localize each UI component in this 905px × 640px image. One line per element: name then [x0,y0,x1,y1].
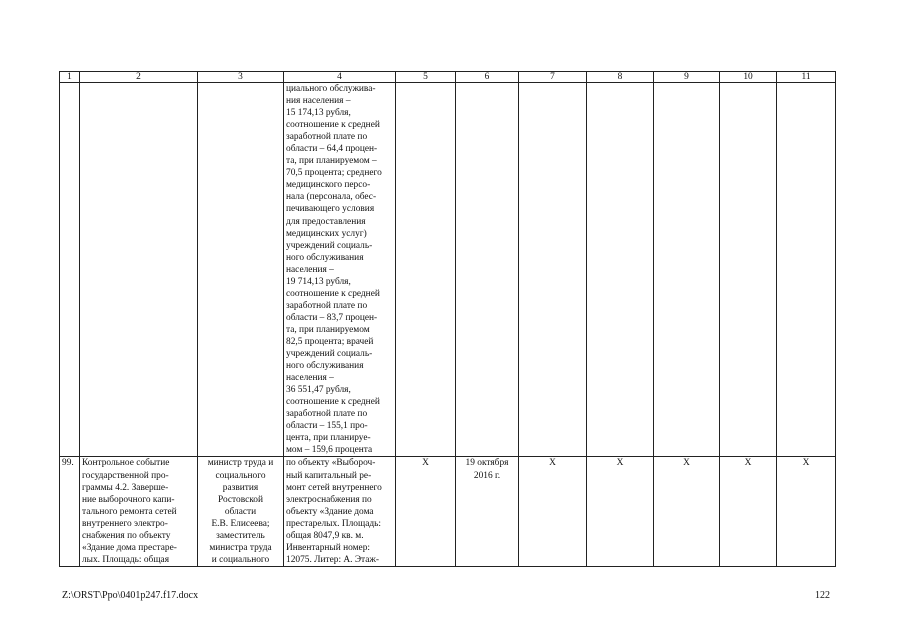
row-number-cell: 99. [60,457,80,566]
column-header: 6 [456,72,519,83]
table-cell [777,83,836,457]
table-cell [456,83,519,457]
table-cell [587,83,654,457]
table-row-99 [60,457,836,566]
table-row-continued [60,83,836,457]
footer-file-path: Z:\ORST\Ppo\0401p247.f17.docx [62,590,199,601]
column-header: 4 [284,72,396,83]
column-header: 5 [396,72,456,83]
table-cell [654,83,720,457]
column-header: 11 [777,72,836,83]
column-header: 3 [198,72,284,83]
table-cell: Х [396,457,456,566]
result-description-cell: циального обслужива- ния населения – 15 174,13 рубля, соотношение к средней заработной плате по области – 64,4 процен- та, при планируемом – 70,5 процента; среднего медицинского персо- нала (персонала, обес- печивающего условия для предоставления медицинских услуг) учреждений социаль- ного обслуживания населения – 19 714,13 рубля, соотношение к средней заработной плате по области – 83,7 процен- та, при планируемом 82,5 процента; врачей учреждений социаль- ного обслуживания населения – 36 551,47 рубля, соотношение к средней заработной плате по области – 155,1 про- цента, при планируе- мом – 159,6 процента [284,83,396,457]
column-header: 1 [60,72,80,83]
date-cell: 19 октября 2016 г. [456,457,519,566]
column-header: 8 [587,72,654,83]
column-header: 7 [519,72,587,83]
column-number-row [60,72,836,83]
page-number: 122 [815,590,830,601]
table-cell: Х [587,457,654,566]
column-header: 10 [720,72,777,83]
document-table [59,71,836,567]
table-cell [519,83,587,457]
result-description-cell: по объекту «Выбороч- ный капитальный ре- монт сетей внутреннего электроснабжения по объекту «Здание дома престарелых. Площадь: общая 8047,9 кв. м. Инвентарный номер: 12075. Литер: А. Этаж- [284,457,396,566]
responsible-person-cell: министр труда и социального развития Ростовской области Е.В. Елисеева; заместитель министра труда и социального [198,457,284,566]
table-cell [720,83,777,457]
column-header: 2 [80,72,198,83]
column-header: 9 [654,72,720,83]
event-name-cell: Контрольное событие государственной про- граммы 4.2. Заверше- ние выборочного капи- тального ремонта сетей внутреннего электро- снабжения по объекту «Здание дома престаре- лых. Площадь: общая [80,457,198,566]
table-cell: Х [519,457,587,566]
table-cell [396,83,456,457]
table-cell [80,83,198,457]
table-cell: Х [654,457,720,566]
table-cell: Х [777,457,836,566]
table-cell [60,83,80,457]
table-cell: Х [720,457,777,566]
table-cell [198,83,284,457]
